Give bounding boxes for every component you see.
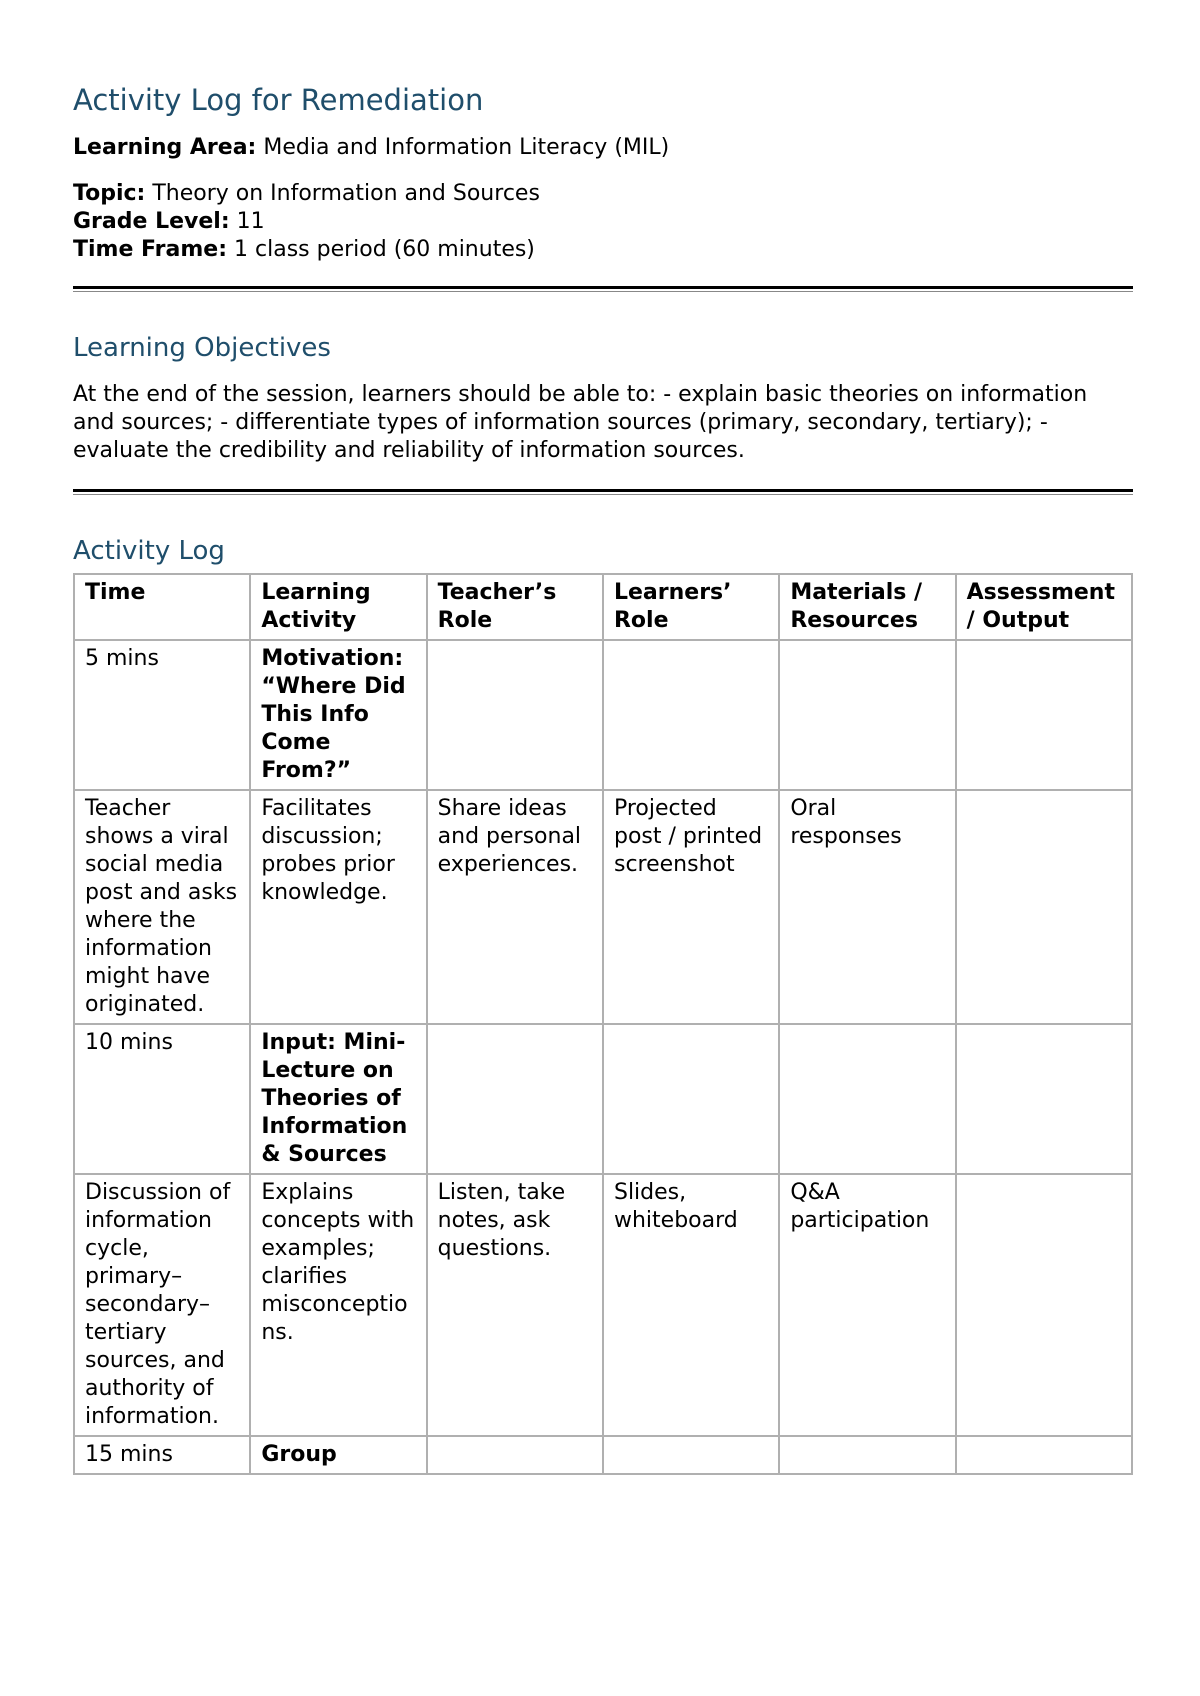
table-cell: Share ideas and personal experiences. <box>427 790 603 1024</box>
table-cell: Slides, whiteboard <box>603 1174 779 1436</box>
table-cell <box>427 640 603 790</box>
learning-area-line <box>73 134 1133 162</box>
table-cell: 10 mins <box>74 1024 250 1174</box>
grade-line <box>73 208 1133 236</box>
table-row <box>74 1436 1132 1474</box>
table-cell <box>427 1436 603 1474</box>
table-cell: Teacher shows a viral social media post and asks where the information might have originated. <box>74 790 250 1024</box>
table-cell: Group <box>250 1436 426 1474</box>
column-header-materials: Materials / Resources <box>779 574 955 640</box>
column-header-teachers-role: Teacher’s Role <box>427 574 603 640</box>
grade-value: 11 <box>236 208 265 234</box>
table-cell: 15 mins <box>74 1436 250 1474</box>
table-cell: Oral responses <box>779 790 955 1024</box>
table-cell: Explains concepts with examples; clarifies misconceptions. <box>250 1174 426 1436</box>
learning-area-value: Media and Information Literacy (MIL) <box>263 134 670 160</box>
activity-log-table <box>73 573 1133 1475</box>
table-cell <box>603 1436 779 1474</box>
table-row <box>74 640 1132 790</box>
table-cell <box>956 1024 1132 1174</box>
table-cell <box>956 1436 1132 1474</box>
table-row <box>74 1174 1132 1436</box>
time-frame-value: 1 class period (60 minutes) <box>234 236 535 262</box>
objectives-heading: Learning Objectives <box>73 332 331 363</box>
time-frame-line <box>73 236 1133 264</box>
table-cell <box>779 1024 955 1174</box>
table-header-row <box>74 574 1132 640</box>
activity-log-heading: Activity Log <box>73 536 225 567</box>
document-title: Activity Log for Remediation <box>73 83 484 117</box>
document-page <box>73 82 1133 1475</box>
table-cell: Listen, take notes, ask questions. <box>427 1174 603 1436</box>
table-cell <box>779 640 955 790</box>
table-row <box>74 1024 1132 1174</box>
table-cell: Facilitates discussion; probes prior knowledge. <box>250 790 426 1024</box>
table-cell <box>956 1174 1132 1436</box>
topic-line <box>73 180 1133 208</box>
column-header-learners-role: Learners’ Role <box>603 574 779 640</box>
table-cell: Discussion of information cycle, primary–secondary–tertiary sources, and authority of information. <box>74 1174 250 1436</box>
table-cell <box>427 1024 603 1174</box>
table-row <box>74 790 1132 1024</box>
table-cell <box>603 1024 779 1174</box>
table-cell <box>956 790 1132 1024</box>
table-cell <box>603 640 779 790</box>
topic-value: Theory on Information and Sources <box>152 180 540 206</box>
objectives-text: At the end of the session, learners should be able to: - explain basic theories on information and sources; - differentiate types of information sources (primary, secondary, tertiary); - evaluate the credibility and reliability of information sources. <box>73 382 1088 464</box>
time-frame-label: Time Frame: <box>73 236 228 262</box>
column-header-time: Time <box>74 574 250 640</box>
table-cell: Motivation: “Where Did This Info Come From?” <box>250 640 426 790</box>
table-cell: Q&A participation <box>779 1174 955 1436</box>
table-cell: Projected post / printed screenshot <box>603 790 779 1024</box>
table-cell <box>956 640 1132 790</box>
table-cell: 5 mins <box>74 640 250 790</box>
table-cell <box>779 1436 955 1474</box>
column-header-assessment: Assessment / Output <box>956 574 1132 640</box>
table-cell: Input: Mini-Lecture on Theories of Information & Sources <box>250 1024 426 1174</box>
topic-label: Topic: <box>73 180 146 206</box>
column-header-learning-activity: Learning Activity <box>250 574 426 640</box>
grade-label: Grade Level: <box>73 208 230 234</box>
learning-area-label: Learning Area: <box>73 134 257 160</box>
